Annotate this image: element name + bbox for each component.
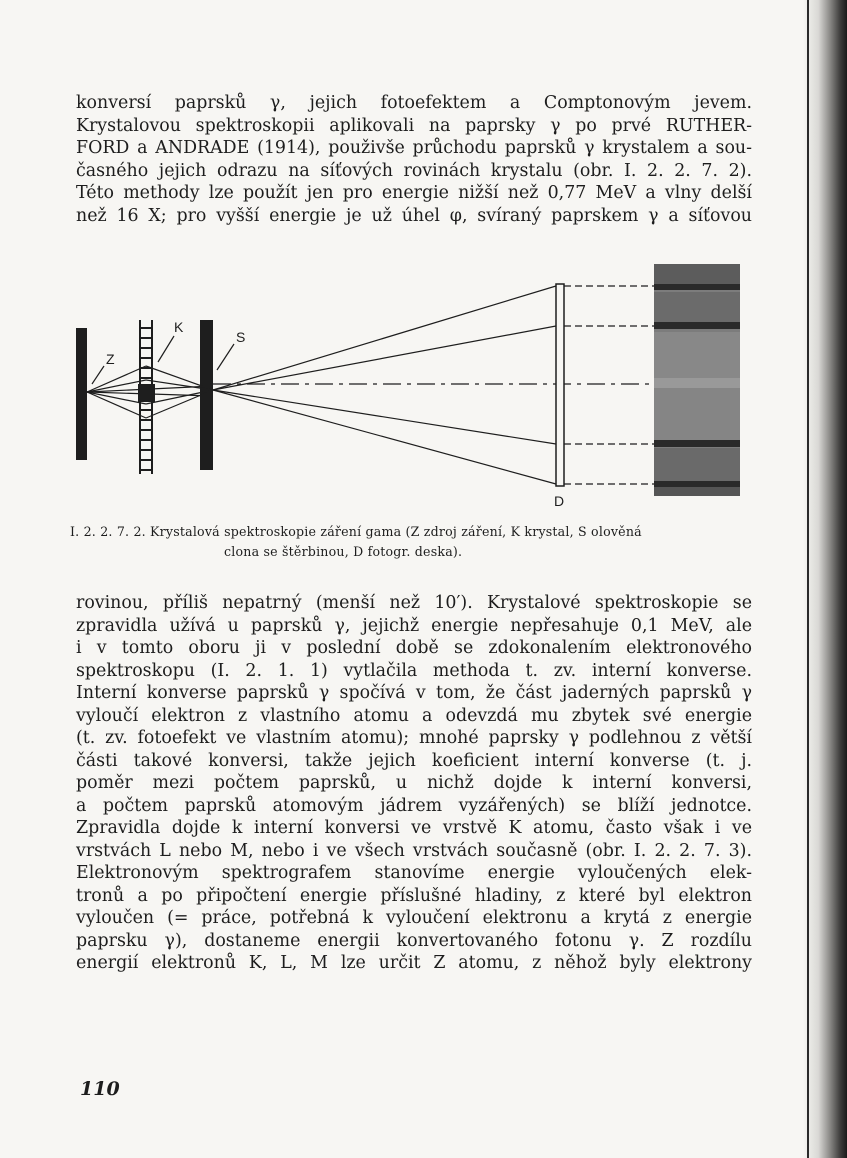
text-line: energií elektronů K, L, M lze určit Z atomu, z něhož byly elektrony	[76, 953, 752, 973]
caption-line: clona se štěrbinou, D fotogr. deska).	[224, 544, 463, 559]
text-line: Elektronovým spektrografem stanovíme energie vyloučených elek-	[76, 863, 752, 883]
text-line: spektroskopu (I. 2. 1. 1) vytlačila methoda t. zv. interní konverse.	[76, 660, 752, 681]
text-line: paprsku γ), dostaneme energii konvertovaného fotonu γ. Z rozdílu	[76, 930, 752, 951]
label-d: D	[554, 493, 565, 509]
caption-line: I. 2. 2. 7. 2. Krystalová spektroskopie záření gama (Z zdroj záření, K krystal, S olověná	[70, 524, 642, 539]
page-number: 110	[80, 1078, 120, 1100]
photographic-plate	[556, 284, 564, 486]
projection-lines	[564, 286, 654, 484]
text-line: i v tomto oboru ji v poslední době se zdokonalením elektronového	[76, 638, 752, 658]
text-line: než 16 X; pro vyšší energie je už úhel φ, svíraný paprskem γ a síťovou	[76, 205, 752, 226]
text-line: konversí paprsků γ, jejich fotoefektem a Comptonovým jevem.	[76, 93, 752, 113]
paragraph-bottom	[76, 592, 752, 975]
text-line: rovinou, příliš nepatrný (menší než 10′). Krystalové spektroskopie se	[76, 593, 752, 613]
text-line: vrstvách L nebo M, nebo i ve všech vrstvách současně (obr. I. 2. 2. 7. 3).	[76, 840, 752, 861]
scan-edge-shadow	[803, 0, 847, 1158]
text-line: tronů a po připočtení energie příslušné hladiny, z které byl elektron	[76, 885, 752, 906]
text-line: vyloučen (= práce, potřebná k vyloučení elektronu a krytá z energie	[76, 908, 752, 928]
text-line: zpravidla užívá u paprsků γ, jejichž energie nepřesahuje 0,1 MeV, ale	[76, 615, 752, 636]
paragraph-top	[76, 92, 752, 227]
text-line: FORD a ANDRADE (1914), použivše průchodu paprsků γ krystalem a sou-	[76, 138, 752, 158]
crystal	[138, 384, 155, 402]
text-line: Interní konverse paprsků γ spočívá v tom, že část jaderných paprsků γ	[76, 683, 752, 703]
crystal-spectroscopy-figure	[70, 262, 770, 512]
figure-diagram	[70, 262, 770, 512]
label-s: S	[236, 329, 246, 345]
text-line: Krystalovou spektroskopii aplikovali na paprsky γ po prvé RUTHER-	[76, 115, 752, 136]
text-line: a počtem paprsků atomovým jádrem vyzářených) se blíží jednotce.	[76, 795, 752, 816]
figure-caption	[70, 522, 760, 562]
rays-fan	[213, 286, 556, 484]
text-line: Této methody lze použít jen pro energie nižší než 0,77 MeV a vlny delší	[76, 183, 752, 203]
scan-edge-line	[807, 0, 809, 1158]
text-line: části takové konversi, takže jejich koeficient interní konverse (t. j.	[76, 750, 752, 771]
text-line: poměr mezi počtem paprsků, u nichž dojde k interní konversi,	[76, 773, 752, 793]
text-line: (t. zv. fotoefekt ve vlastním atomu); mnohé paprsky γ podlehnou z větší	[76, 728, 752, 748]
text-line: Zpravidla dojde k interní konversi ve vrstvě K atomu, často však i ve	[76, 818, 752, 838]
label-z: Z	[106, 351, 115, 367]
label-k: K	[174, 319, 184, 335]
source-block	[76, 328, 87, 460]
text-line: časného jejich odrazu na síťových rovinách krystalu (obr. I. 2. 2. 7. 2).	[76, 160, 752, 181]
text-line: vyloučí elektron z vlastního atomu a odevzdá mu zbytek své energie	[76, 705, 752, 726]
plate-image	[654, 264, 740, 496]
